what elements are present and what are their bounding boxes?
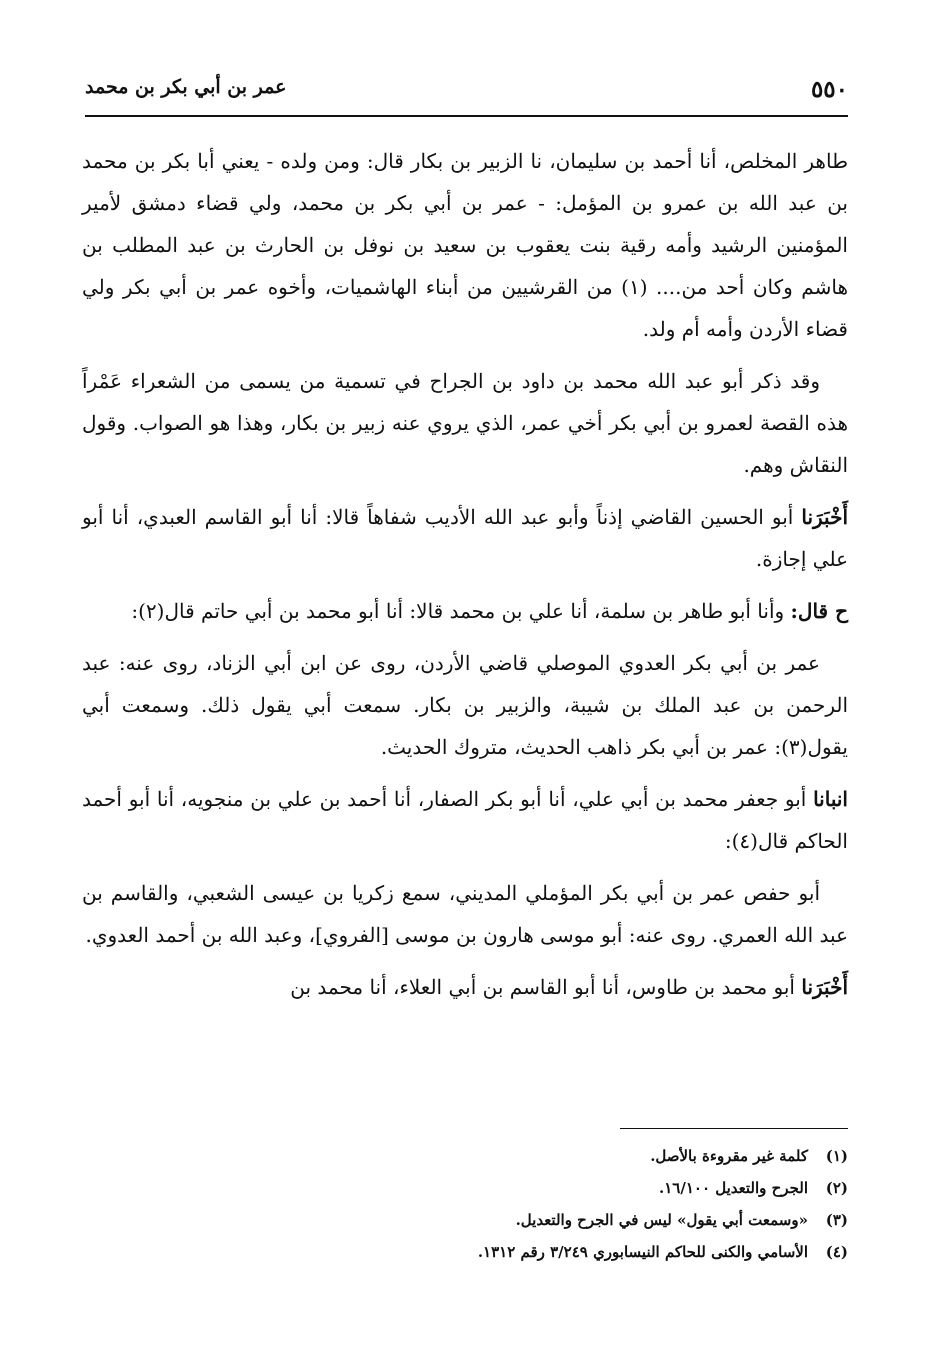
page-body (82, 140, 848, 1008)
footnote-2 (82, 1172, 848, 1204)
paragraph-6-lead: انبانا (813, 787, 848, 811)
paragraph-1: طاهر المخلص، أنا أحمد بن سليمان، نا الزبير بن بكار قال: ومن ولده - يعني أبا بكر بن محمد بن عبد الله بن عمرو بن المؤمل: - عمر بن أبي بكر بن محمد، ولي قضاء دمشق لأمير المؤمنين الرشيد وأمه رقية بنت يعقوب بن سعيد بن نوفل بن الحارث بن عبد المطلب بن هاشم وكان أحد من.... (١) من القرشيين من أبناء الهاشميات، وأخوه عمر بن أبي بكر ولي قضاء الأردن وأمه أم ولد. (82, 149, 849, 341)
paragraph-4-text: وأنا أبو طاهر بن سلمة، أنا علي بن محمد قالا: أنا أبو محمد بن أبي حاتم قال(٢): (131, 599, 791, 623)
header-rule (85, 115, 848, 117)
paragraph-6-text: أبو جعفر محمد بن أبي علي، أنا أبو بكر الصفار، أنا أحمد بن علي بن منجويه، أنا أبو أحمد الحاكم قال(٤): (82, 787, 848, 853)
paragraph-8-text: أبو محمد بن طاوس، أنا أبو القاسم بن أبي العلاء، أنا محمد بن (290, 975, 802, 999)
footnote-number: (٤) (825, 1243, 848, 1261)
running-title: عمر بن أبي بكر بن محمد (85, 76, 287, 98)
paragraph-6 (82, 778, 848, 862)
footnotes (82, 1140, 848, 1268)
paragraph-8 (82, 966, 848, 1008)
paragraph-8-lead: أَخْبَرَنا (801, 975, 848, 999)
footnote-text: الأسامي والكنى للحاكم النيسابوري ٣/٢٤٩ رقم ١٣١٢. (477, 1243, 808, 1261)
footnote-number: (٢) (825, 1179, 848, 1197)
footnote-1 (82, 1140, 848, 1172)
page-header (85, 72, 848, 112)
footnote-text: الجرح والتعديل ١٦/١٠٠. (659, 1179, 808, 1197)
paragraph-4 (82, 590, 848, 632)
footnote-number: (٣) (825, 1211, 848, 1229)
page-number: ٥٥٠ (810, 76, 848, 103)
paragraph-5: عمر بن أبي بكر العدوي الموصلي قاضي الأردن، روى عن ابن أبي الزناد، روى عنه: عبد الرحمن بن عبد الملك بن شيبة، والزبير بن بكار. سمعت أبي يقول ذلك. وسمعت أبي يقول(٣): عمر بن أبي بكر ذاهب الحديث، متروك الحديث. (82, 651, 848, 759)
footnote-rule (620, 1128, 848, 1129)
paragraph-7: أبو حفص عمر بن أبي بكر المؤملي المديني، سمع زكريا بن عيسى الشعبي، والقاسم بن عبد الله العمري. روى عنه: أبو موسى هارون بن موسى [الفروي]، وعبد الله بن أحمد العدوي. (82, 881, 848, 947)
paragraph-2: وقد ذكر أبو عبد الله محمد بن داود بن الجراح في تسمية من يسمى من الشعراء عَمْراً هذه القصة لعمرو بن أبي بكر أخي عمر، الذي يروي عنه زبير بن بكار، وهذا هو الصواب. وقول النقاش وهم. (82, 369, 848, 477)
footnote-3 (82, 1204, 848, 1236)
footnote-number: (١) (825, 1147, 848, 1165)
footnote-text: «وسمعت أبي يقول» ليس في الجرح والتعديل. (515, 1211, 808, 1229)
paragraph-3 (82, 496, 848, 580)
footnote-text: كلمة غير مقروءة بالأصل. (650, 1147, 808, 1165)
paragraph-3-lead: أَخْبَرَنا (801, 505, 848, 529)
footnote-4 (82, 1236, 848, 1268)
paragraph-4-lead: ح قال: (790, 599, 848, 623)
paragraph-3-text: أبو الحسين القاضي إذناً وأبو عبد الله الأديب شفاهاً قالا: أنا أبو القاسم العبدي، أنا أبو علي إجازة. (82, 505, 848, 571)
